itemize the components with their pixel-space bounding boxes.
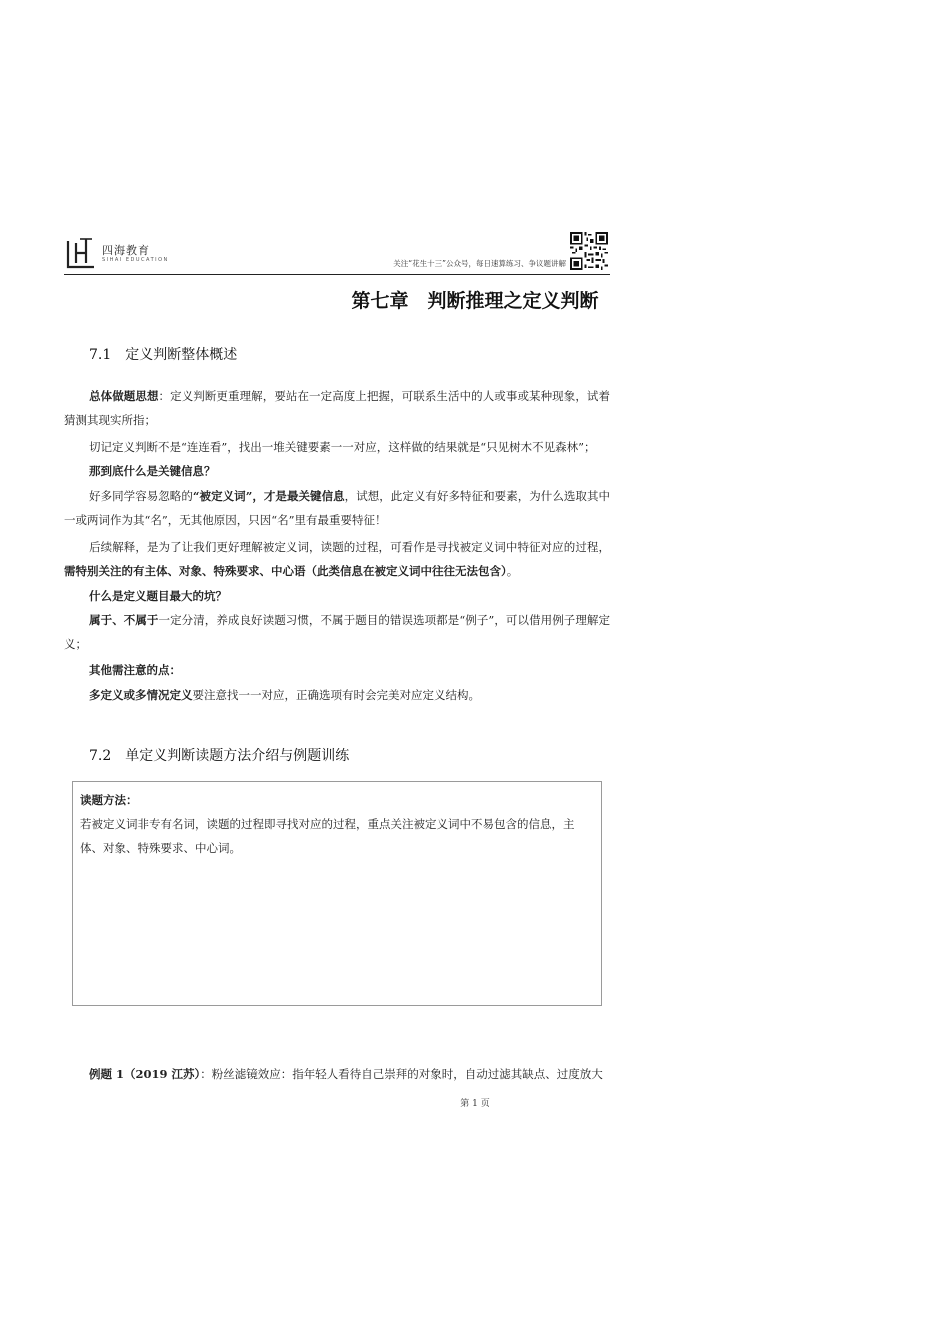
paragraph-multi-definition bbox=[64, 683, 610, 707]
header-divider bbox=[64, 274, 610, 275]
paragraph-text: 。 bbox=[506, 564, 519, 578]
paragraph-text: 要注意找一一对应，正确选项有时会完美对应定义结构。 bbox=[192, 688, 480, 702]
page-number: 第 1 页 bbox=[460, 1099, 490, 1109]
header-note: 关注“花生十三”公众号，每日速算练习、争议题讲解 bbox=[393, 259, 566, 268]
paragraph-other-notes bbox=[64, 658, 610, 682]
paragraph-question-key-info bbox=[64, 459, 610, 483]
section-title-7-1: 7.1 定义判断整体概述 bbox=[89, 347, 238, 363]
page-header bbox=[64, 230, 610, 274]
bold-phrase: 多定义或多情况定义 bbox=[89, 688, 193, 702]
example-label: 例题 1（2019 江苏） bbox=[89, 1067, 201, 1081]
chapter-title: 第七章 判断推理之定义判断 bbox=[351, 290, 599, 312]
paragraph-belong bbox=[64, 608, 610, 656]
paragraph-text: 后续解释，是为了让我们更好理解被定义词，读题的过程，可看作是寻找被定义词中特征对应的过程， bbox=[89, 540, 610, 554]
paragraph-question-pitfall bbox=[64, 584, 610, 608]
paragraph-defined-word bbox=[64, 484, 610, 532]
qr-code-icon bbox=[570, 232, 608, 270]
paragraph-text: 切记定义判断不是“连连看”，找出一堆关键要素一一对应，这样做的结果就是“只见树木不见森林”； bbox=[89, 440, 596, 454]
bold-phrase: 属于、不属于 bbox=[89, 613, 159, 627]
example-1 bbox=[64, 1062, 610, 1086]
box-body: 若被定义词非专有名词，读题的过程即寻找对应的过程，重点关注被定义词中不易包含的信息，主体、对象、特殊要求、中心词。 bbox=[80, 817, 575, 855]
paragraph-text: 一定分清，养成良好读题习惯，不属于题目的错误选项都是“例子”，可以借用例子理解定义； bbox=[64, 613, 610, 651]
section-title-7-2: 7.2 单定义判断读题方法介绍与例题训练 bbox=[89, 748, 350, 764]
box-title: 读题方法： bbox=[80, 793, 138, 807]
bold-phrase: 总体做题思想 bbox=[89, 389, 159, 403]
logo-text: 四海教育 bbox=[102, 244, 150, 257]
logo-subtext: SIHAI EDUCATION bbox=[102, 257, 169, 263]
paragraph-explanation bbox=[64, 535, 610, 583]
bold-phrase: 那到底什么是关键信息？ bbox=[89, 464, 216, 478]
paragraph-text: ：定义判断更重理解，要站在一定高度上把握，可联系生活中的人或事或某种现象，试着猜测其现实所指； bbox=[64, 389, 610, 427]
paragraph-not-matching bbox=[64, 435, 610, 459]
bold-phrase: 什么是定义题目最大的坑？ bbox=[89, 589, 227, 603]
paragraph-text: ，试想，此定义有好多特征和要素，为什么选取其中一或两词作为其“名”，无其他原因，只因“名”里有最重要特征！ bbox=[64, 489, 610, 527]
example-text: ：粉丝滤镜效应：指年轻人看待自己崇拜的对象时，自动过滤其缺点、过度放大 bbox=[200, 1067, 603, 1081]
bold-phrase: 需特别关注的有主体、对象、特殊要求、中心语（此类信息在被定义词中往往无法包含） bbox=[64, 564, 507, 578]
paragraph-text: 好多同学容易忽略的 bbox=[89, 489, 193, 503]
paragraph-overall-idea bbox=[64, 384, 610, 432]
reading-method-box bbox=[72, 781, 602, 1006]
bold-phrase: “被定义词”，才是最关键信息 bbox=[192, 489, 345, 503]
sihai-logo-icon bbox=[66, 237, 96, 269]
bold-phrase: 其他需注意的点： bbox=[89, 663, 181, 677]
